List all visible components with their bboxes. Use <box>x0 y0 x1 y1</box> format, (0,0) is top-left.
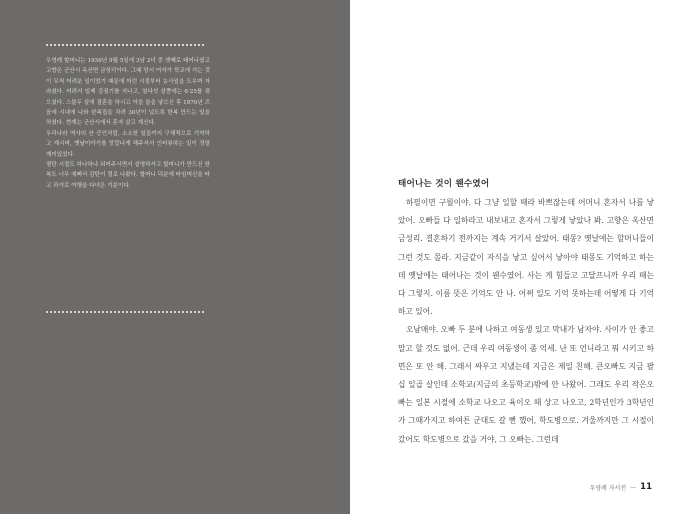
running-head: 우영례 자서전 <box>589 484 627 492</box>
body-text <box>398 194 654 449</box>
section-title: 태어나는 것이 웬수였어 <box>398 179 490 189</box>
page-number: 11 <box>640 482 652 492</box>
footer-dash: — <box>630 483 637 491</box>
intro-paragraph: 우영례 할머니는 1936년 9월 5일에 3남 2녀 중 셋째로 태어나셨고 고향은 군산시 옥산면 금성리이다. 그때 당시 여자가 학교에 가는 것이 무척 어려운 일이었기 때문에 어린 시절부터 농사일을 도우며 자라셨다. 어려서 일제 강점기를 지나고, 열다섯 살쯤에는 6·25를 겪으셨다. 스물두 살에 결혼을 하시고 아들 둘을 낳으신 후 1970년 즈음에 시내에 나와 한복집을 차려 30년이 넘도록 한복 만드는 일을 하셨다. 현재는 군산시에서 혼자 살고 계신다. <box>46 58 210 127</box>
body-paragraph: 하필이면 구월이야. 다 그냥 일할 때라 바쁘잖는데 어머니 혼자서 나를 낳았어. 오빠들 다 일하라고 내보내고 혼자서 그렇게 낳았나 봐. 고향은 옥산면 금성리. 결혼하기 전까지는 계속 거기서 살았어. 태몽? 옛날에는 할머니들이 그런 것도 몰라. 지금같이 자식을 낳고 싶어서 낳아야 태몽도 기억하고 하는데 옛날에는 태어나는 것이 웬수였어. 사는 게 힘들고 고달프니까 우리 때는 다 그렇지. 이름 뜻은 기억도 안 나. 어쩌 일도 기억 못하는데 어떻게 다 기억하고 있어. <box>398 198 654 317</box>
page-footer <box>589 482 652 492</box>
intro-text-block <box>46 56 210 191</box>
intro-paragraph: 우리나라 역사의 산 증인처럼, 소소한 일들까지 구체적으로 기억하고 계시며, 옛날이야기를 맛깔나게 해주셔서 인터뷰하는 일이 정말 재미있었다. <box>46 130 210 158</box>
intro-paragraph: 평탄 시절도 하나하나 되어주시면서 설명하셔고 할머니가 만드신 한복도 너무 예뻐서 감탄이 절로 나왔다. 할머니 덕분에 타임머신을 타고 과거로 여행을 다녀온 기분이다. <box>46 162 210 189</box>
bottom-dotted-divider <box>46 311 204 313</box>
body-paragraph: 오남매야. 오빠 두 분에 나하고 여동생 있고 막내가 남자야. 사이가 안 좋고 말고 할 것도 없어. 근데 우리 여동생이 좀 억세. 난 또 언니라고 뭐 시키고 하면은 또 안 해. 그래서 싸우고 지냈는데 지금은 제일 친해. 큰오빠도 지금 팔십 일곱 살인데 소학교(지금의 초등학교)밖에 안 나왔어. 그래도 우리 작은오빠는 일본 시절에 소학교 나오고 육이오 때 상고 나오고, 2학년인가 3학년인가 그때가지고 하여튼 군대도 갈 뻔 했어, 학도병으로. 겨울까지만 그 시절이 갔어도 학도병으로 갔을 거야, 그 오빠는. 그런데 <box>398 325 654 444</box>
top-dotted-divider <box>46 44 204 46</box>
right-page <box>350 0 700 514</box>
